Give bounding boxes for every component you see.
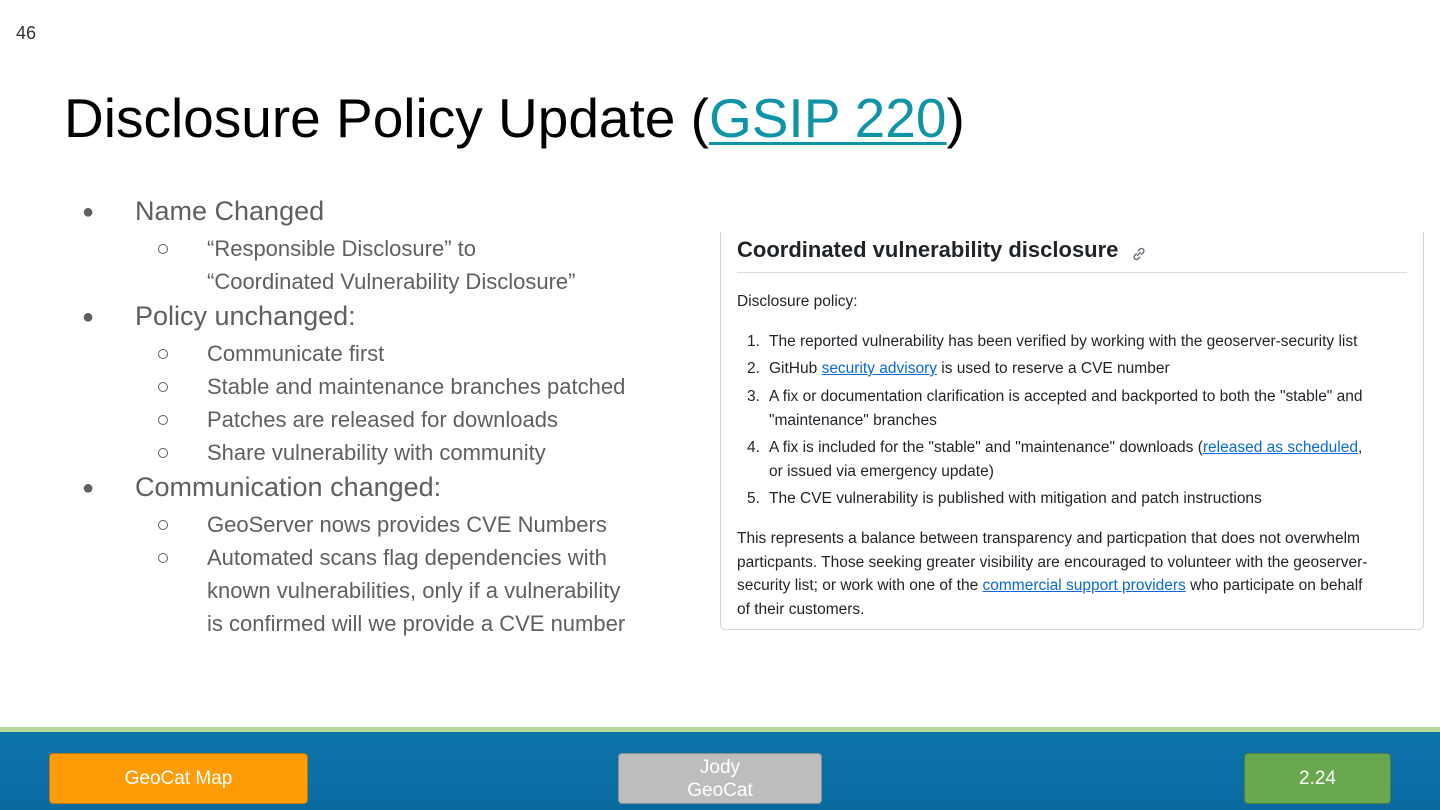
panel-heading: Coordinated vulnerability disclosure [737, 237, 1119, 262]
sub-bullet-text: GeoServer nows provides CVE Numbers [207, 512, 607, 537]
presenter-name: Jody [699, 756, 741, 778]
sub-bullet-ring [158, 415, 168, 425]
item-text: , [1357, 439, 1363, 456]
policy-item-5: The CVE vulnerability is published with mitigation and patch instructions [769, 490, 1262, 507]
item-text: security list; or work with one of the [737, 577, 983, 594]
sub-bullet-text: Share vulnerability with community [207, 440, 546, 465]
gsip-220-link[interactable]: GSIP 220 [708, 87, 947, 149]
sub-bullet-text: Patches are released for downloads [207, 407, 558, 432]
bullet-dot: ● [82, 306, 95, 328]
title-suffix: ) [946, 87, 965, 149]
bullet-dot: ● [82, 201, 95, 223]
footer-bar [0, 727, 1440, 810]
bullet-communication-changed: Communication changed: [135, 472, 442, 502]
bullet-policy-unchanged: Policy unchanged: [135, 301, 356, 331]
sub-bullet-text: is confirmed will we provide a CVE number [207, 611, 626, 636]
policy-item-4-line2: or issued via emergency update) [769, 463, 994, 480]
panel-paragraph-line [737, 577, 1362, 595]
commercial-support-providers-link[interactable]: commercial support providers [982, 577, 1186, 594]
list-number: 3. [747, 388, 760, 405]
heading-divider [737, 272, 1407, 273]
policy-item-1: The reported vulnerability has been verified by working with the geoserver-security list [769, 333, 1358, 350]
bullet-dot: ● [82, 477, 95, 499]
security-advisory-link[interactable]: security advisory [821, 360, 937, 377]
list-number: 5. [747, 490, 760, 507]
released-as-scheduled-link[interactable]: released as scheduled [1202, 439, 1358, 456]
sub-bullet-text: Automated scans flag dependencies with [207, 545, 607, 570]
version-badge: 2.24 [1244, 753, 1391, 804]
policy-item-4-line1 [769, 439, 1362, 457]
presenter-badge [618, 753, 822, 804]
panel-paragraph-line: This represents a balance between transparency and particpation that does not overwhelm [737, 530, 1360, 547]
geocat-map-button[interactable]: GeoCat Map [49, 753, 308, 804]
policy-item-3-line2: "maintenance" branches [769, 412, 937, 429]
policy-item-3-line1: A fix or documentation clarification is accepted and backported to both the "stable" and [769, 388, 1363, 405]
sub-bullet-ring [158, 349, 168, 359]
sub-bullet-ring [158, 520, 168, 530]
slide-number: 46 [16, 23, 37, 43]
title-prefix: Disclosure Policy Update ( [64, 87, 709, 149]
list-number: 2. [747, 360, 760, 377]
panel-intro: Disclosure policy: [737, 293, 858, 310]
panel-paragraph-line: particpants. Those seeking greater visibility are encouraged to volunteer with the geoserver- [737, 554, 1368, 571]
bullet-name-changed: Name Changed [135, 196, 325, 226]
item-text: is used to reserve a CVE number [937, 360, 1170, 377]
panel-paragraph-line: of their customers. [737, 601, 865, 618]
sub-bullet-ring [158, 448, 168, 458]
link-icon[interactable] [1131, 246, 1147, 262]
sub-bullet-text: Stable and maintenance branches patched [207, 374, 626, 399]
sub-bullet-text: “Coordinated Vulnerability Disclosure” [207, 269, 576, 294]
item-text: A fix is included for the "stable" and "maintenance" downloads ( [769, 439, 1203, 456]
policy-item-2 [769, 360, 1170, 378]
list-number: 1. [747, 333, 760, 350]
sub-bullet-ring [158, 553, 168, 563]
list-number: 4. [747, 439, 760, 456]
item-text: who participate on behalf [1185, 577, 1363, 594]
sub-bullet-text: Communicate first [207, 341, 385, 366]
sub-bullet-ring [158, 244, 168, 254]
sub-bullet-text: “Responsible Disclosure” to [207, 236, 476, 261]
bullet-list [0, 0, 700, 700]
sub-bullet-ring [158, 382, 168, 392]
presenter-org: GeoCat [687, 779, 753, 801]
policy-screenshot-panel [720, 232, 1424, 630]
item-text: GitHub [769, 360, 822, 377]
sub-bullet-text: known vulnerabilities, only if a vulnerability [207, 578, 621, 603]
